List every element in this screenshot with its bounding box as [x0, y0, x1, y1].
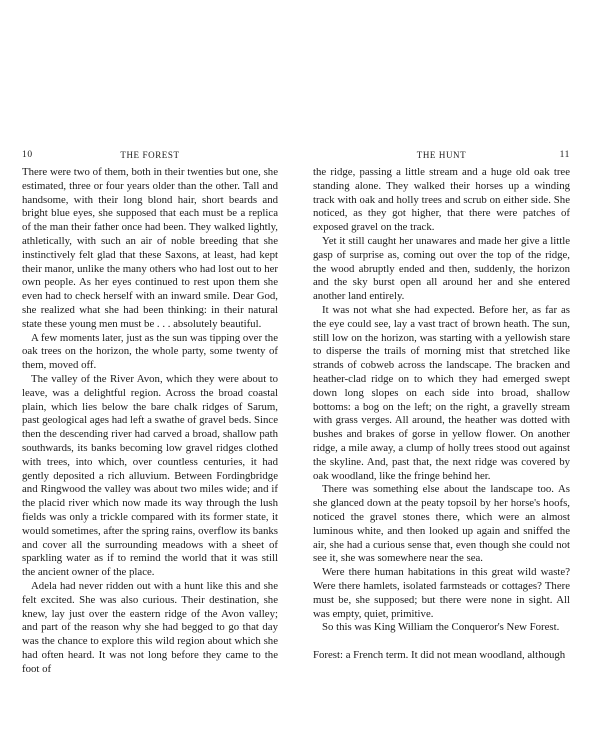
paragraph: A few moments later, just as the sun was tipping over the oak trees on the horizon, the whole party, some twenty of them, moved off. — [22, 331, 278, 372]
paragraph: There were two of them, both in their twenties but one, she estimated, three or four years older than the other. Tall and handsome, with their long blond hair, short beards and bright blue eyes, she supposed that each must be a replica of the man their father once had been. They walked lightly, athletically, with such an air of noble breeding that she instinctively felt glad that these Saxons, at least, had kept their manor, unlike the many others who had lost out to her own people. As her eyes continued to rest upon them she even had to check herself with an inward smile. Dear God, she realized what she had been thinking: in their natural state these young men must be . . . absolutely beautiful. — [22, 166, 278, 330]
right-page — [313, 148, 570, 663]
paragraph: Were there human habitations in this great wild waste? Were there hamlets, isolated farmsteads or cottages? There must be, she supposed; but there were none in sight. All was empty, quiet, primitive. — [313, 566, 570, 620]
paragraph: Adela had never ridden out with a hunt like this and she felt excited. She was also curious. Their destination, she knew, lay just over the eastern ridge of the Avon valley; and part of the reason why she had begged to go that day was the chance to explore this wild region about which she had often heard. It was not long before they came to the foot of — [22, 579, 278, 675]
left-page — [22, 148, 278, 676]
paragraph: the ridge, passing a little stream and a huge old oak tree standing alone. They walked their horses up a winding track with oak and holly trees and scrub on either side. She noticed, as they got higher, that there were patches of exposed gravel on the track. — [313, 166, 570, 234]
paragraph: There was something else about the landscape too. As she glanced down at the peaty topsoil by her horse's hoofs, noticed the gravel stones there, which were an almost luminous white, and then looked up again and sniffed the air, she had a curious sense that, even though she could not see it, she was somewhere near the sea. — [313, 483, 570, 565]
right-running-head — [313, 148, 570, 162]
paragraph: Yet it still caught her unawares and made her give a little gasp of surprise as, coming out over the top of the ridge, the wood abruptly ended and then, suddenly, the horizon and the sky burst open all around her and she entered another land entirely. — [313, 234, 570, 303]
left-running-head — [22, 148, 278, 162]
right-body-text — [313, 166, 570, 663]
paragraph: It was not what she had expected. Before her, as far as the eye could see, lay a vast tract of brown heath. The sun, still low on the horizon, was starting with a yellowish stare to disperse the trails of morning mist that stretched like strands of cobweb across the landscape. The bracken and heather-clad ridge on to which they had emerged swept down long slopes on each side into broad, shallow bottoms: a bog on the left; on the right, a gravelly stream with grass verges. All around, the heather was dotted with bushes and brakes of gorse in yellow flower. On another ridge, a mile away, a clump of holly trees stood out against the skyline. And, past that, the next ridge was covered by oak woodland, like the fringe behind her. — [313, 303, 570, 482]
left-body-text — [22, 166, 278, 676]
chapter-title: THE FOREST — [120, 150, 180, 160]
chapter-title: THE HUNT — [416, 150, 467, 160]
paragraph: The valley of the River Avon, which they were about to leave, was a delightful region. Across the broad coastal plain, which lies below the bare chalk ridges of Sarum, past geological ages had left a swathe of gravel beds. Since then the descending river had carved a broad, shallow path southwards, its banks becoming low gravel ridges clothed with trees, into which, over countless centuries, it had gently deposited a rich alluvium. Between Fordingbridge and Ringwood the valley was about two miles wide; and if the placid river which now made its way through the lush fields was only a trickle compared with its former state, it would sometimes, after the spring rains, overflow its banks and cover all the surrounding meadows with a sheet of sparkling water as if to remind the world that it was still the ancient owner of the place. — [22, 372, 278, 579]
paragraph: Forest: a French term. It did not mean woodland, although — [313, 648, 566, 661]
page-number: 11 — [559, 150, 570, 160]
page-number: 10 — [22, 150, 33, 160]
paragraph: So this was King William the Conqueror's New Forest. — [322, 621, 560, 634]
